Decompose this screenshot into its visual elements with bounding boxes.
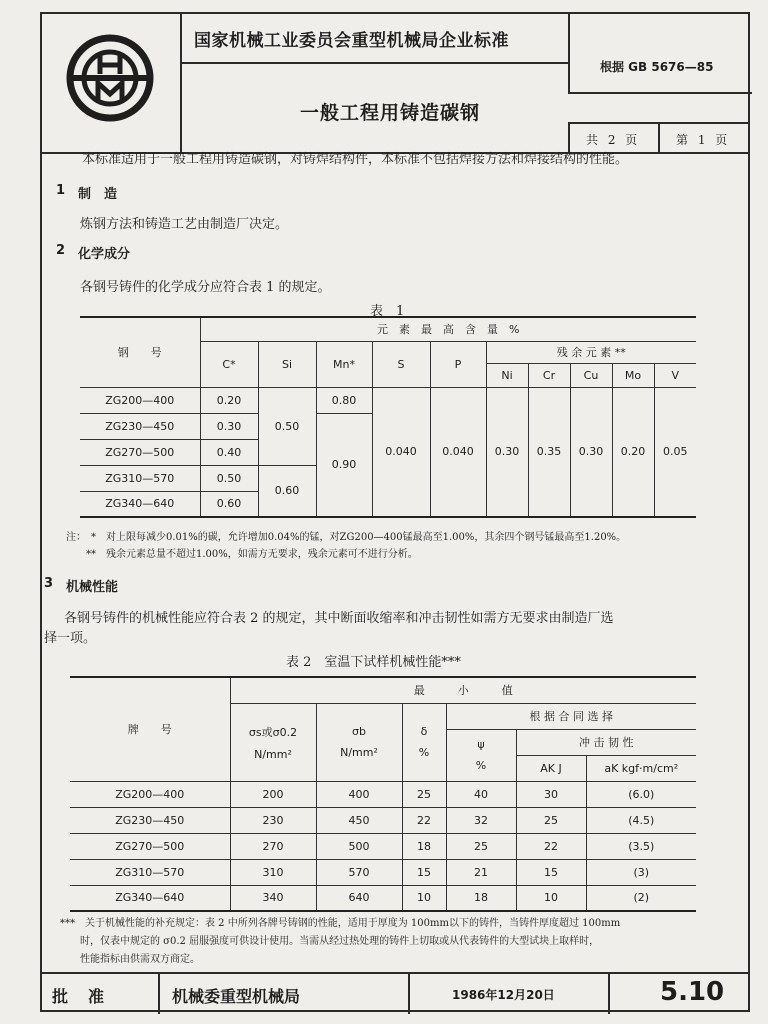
elongation-label: δ bbox=[420, 725, 428, 738]
col-tensile-strength bbox=[316, 703, 402, 781]
logo-cell bbox=[40, 12, 182, 152]
table-row bbox=[70, 859, 696, 885]
col-ni: Ni bbox=[486, 363, 528, 387]
total-pages: 共 2 页 bbox=[586, 133, 641, 147]
si-cell: 0.50 bbox=[258, 387, 316, 465]
v-cell: 0.05 bbox=[654, 387, 696, 517]
col-s: S bbox=[372, 341, 430, 387]
elongation-unit: % bbox=[418, 746, 430, 759]
section-3-title: 机械性能 bbox=[66, 580, 119, 595]
table-1-residual-header: 残 余 元 素 ** bbox=[486, 341, 696, 363]
value-cell: (4.5) bbox=[586, 807, 696, 833]
value-cell: 30 bbox=[516, 781, 586, 807]
col-elongation bbox=[402, 703, 446, 781]
value-cell: (6.0) bbox=[586, 781, 696, 807]
table-2-grade-header: 牌 号 bbox=[70, 677, 230, 781]
table-1-caption: 表 1 bbox=[370, 304, 405, 319]
section-3-text-line-1: 各钢号铸件的机械性能应符合表 2 的规定，其中断面收缩率和冲击韧性如需方无要求由制造厂选 bbox=[64, 611, 614, 626]
date-cell bbox=[410, 974, 610, 1014]
col-cr: Cr bbox=[528, 363, 570, 387]
document-code: 5.10 bbox=[660, 977, 725, 1007]
value-cell: 22 bbox=[516, 833, 586, 859]
grade-cell: ZG270—500 bbox=[80, 439, 200, 465]
section-1-text: 炼钢方法和铸造工艺由制造厂决定。 bbox=[80, 217, 289, 232]
col-yield-strength bbox=[230, 703, 316, 781]
s-cell: 0.040 bbox=[372, 387, 430, 517]
hm-logo-icon bbox=[66, 34, 154, 122]
c-cell: 0.40 bbox=[200, 439, 258, 465]
table-1-note-2: ** 残余元素总量不超过1.00%，如需方无要求，残余元素可不进行分析。 bbox=[66, 549, 418, 560]
table-2-impact-header: 冲 击 韧 性 bbox=[516, 729, 696, 755]
col-akv: AK J bbox=[516, 755, 586, 781]
value-cell: 25 bbox=[516, 807, 586, 833]
value-cell: 18 bbox=[446, 885, 516, 911]
value-cell: 21 bbox=[446, 859, 516, 885]
table-1-chemical-composition bbox=[80, 316, 696, 518]
value-cell: (2) bbox=[586, 885, 696, 911]
value-cell: 25 bbox=[402, 781, 446, 807]
grade-cell: ZG340—640 bbox=[80, 491, 200, 517]
reference-standard: 根据 GB 5676—85 bbox=[600, 60, 714, 74]
value-cell: (3) bbox=[586, 859, 696, 885]
table-row bbox=[80, 387, 696, 413]
table-2-note-line-3: 性能指标由供需双方商定。 bbox=[80, 954, 200, 965]
yield-strength-unit: N/mm² bbox=[254, 747, 292, 761]
col-mn: Mn* bbox=[316, 341, 372, 387]
page-number-cell bbox=[660, 122, 750, 152]
table-2-caption: 表 2 室温下试样机械性能*** bbox=[286, 655, 461, 670]
value-cell: 10 bbox=[516, 885, 586, 911]
approval-date: 1986年12月20日 bbox=[452, 988, 555, 1002]
reference-cell bbox=[568, 12, 752, 94]
mn-cell: 0.90 bbox=[316, 413, 372, 517]
reduction-label: ψ bbox=[477, 738, 485, 751]
value-cell: 500 bbox=[316, 833, 402, 859]
mo-cell: 0.20 bbox=[612, 387, 654, 517]
standard-header bbox=[40, 12, 750, 152]
approval-footer bbox=[40, 972, 750, 1014]
reduction-unit: % bbox=[475, 759, 487, 772]
c-cell: 0.20 bbox=[200, 387, 258, 413]
col-mo: Mo bbox=[612, 363, 654, 387]
p-cell: 0.040 bbox=[430, 387, 486, 517]
grade-cell: ZG230—450 bbox=[80, 413, 200, 439]
table-2-note-line-1: *** 关于机械性能的补充规定：表 2 中所列各牌号铸钢的性能，适用于厚度为 100mm以下的铸件，当铸件厚度超过 100mm bbox=[60, 918, 621, 929]
value-cell: 270 bbox=[230, 833, 316, 859]
section-2-number: 2 bbox=[56, 243, 66, 258]
col-cu: Cu bbox=[570, 363, 612, 387]
table-2-mechanical-properties bbox=[70, 676, 696, 912]
value-cell: 640 bbox=[316, 885, 402, 911]
value-cell: 22 bbox=[402, 807, 446, 833]
section-3-number: 3 bbox=[44, 576, 54, 591]
c-cell: 0.60 bbox=[200, 491, 258, 517]
approver-name: 机械委重型机械局 bbox=[172, 987, 301, 1006]
value-cell: (3.5) bbox=[586, 833, 696, 859]
intro-text: 本标准适用于一般工程用铸造碳钢，对铸焊结构件，本标准不包括焊接方法和焊接结构的性能。 bbox=[82, 152, 629, 167]
table-2-note-line-2: 时，仅表中规定的 σ0.2 屈服强度可供设计使用。当需从经过热处理的铸件上切取或从代表铸件的大型试块上取样时， bbox=[80, 936, 600, 947]
value-cell: 230 bbox=[230, 807, 316, 833]
grade-cell: ZG200—400 bbox=[70, 781, 230, 807]
c-cell: 0.30 bbox=[200, 413, 258, 439]
col-si: Si bbox=[258, 341, 316, 387]
ni-cell: 0.30 bbox=[486, 387, 528, 517]
value-cell: 15 bbox=[516, 859, 586, 885]
table-row bbox=[70, 807, 696, 833]
grade-cell: ZG270—500 bbox=[70, 833, 230, 859]
section-1-number: 1 bbox=[56, 183, 66, 198]
title-cell bbox=[180, 62, 568, 152]
cr-cell: 0.35 bbox=[528, 387, 570, 517]
value-cell: 310 bbox=[230, 859, 316, 885]
table-1-max-content-header: 元 素 最 高 含 量 % bbox=[200, 317, 696, 341]
col-v: V bbox=[654, 363, 696, 387]
col-p: P bbox=[430, 341, 486, 387]
value-cell: 32 bbox=[446, 807, 516, 833]
value-cell: 15 bbox=[402, 859, 446, 885]
col-reduction-of-area bbox=[446, 729, 516, 781]
org-name: 国家机械工业委员会重型机械局企业标准 bbox=[194, 31, 509, 51]
grade-cell: ZG230—450 bbox=[70, 807, 230, 833]
approve-cell bbox=[40, 974, 160, 1014]
grade-cell: ZG200—400 bbox=[80, 387, 200, 413]
grade-cell: ZG310—570 bbox=[80, 465, 200, 491]
table-row bbox=[70, 781, 696, 807]
table-row bbox=[70, 833, 696, 859]
value-cell: 450 bbox=[316, 807, 402, 833]
value-cell: 200 bbox=[230, 781, 316, 807]
grade-cell: ZG340—640 bbox=[70, 885, 230, 911]
table-2-min-value-header: 最 小 值 bbox=[230, 677, 696, 703]
value-cell: 18 bbox=[402, 833, 446, 859]
col-c: C* bbox=[200, 341, 258, 387]
tensile-strength-label: σb bbox=[352, 725, 366, 738]
section-2-text: 各钢号铸件的化学成分应符合表 1 的规定。 bbox=[80, 280, 331, 295]
approve-label: 批 准 bbox=[52, 987, 107, 1006]
mn-cell: 0.80 bbox=[316, 387, 372, 413]
grade-cell: ZG310—570 bbox=[70, 859, 230, 885]
section-2-title: 化学成分 bbox=[78, 247, 131, 262]
yield-strength-label: σs或σ0.2 bbox=[248, 725, 298, 739]
code-cell bbox=[610, 974, 750, 1014]
approver-cell bbox=[160, 974, 410, 1014]
c-cell: 0.50 bbox=[200, 465, 258, 491]
value-cell: 10 bbox=[402, 885, 446, 911]
si-cell: 0.60 bbox=[258, 465, 316, 517]
tensile-strength-unit: N/mm² bbox=[340, 746, 378, 759]
cu-cell: 0.30 bbox=[570, 387, 612, 517]
org-cell bbox=[180, 12, 568, 64]
table-row bbox=[70, 885, 696, 911]
section-3-text-line-2: 择一项。 bbox=[44, 631, 97, 646]
value-cell: 400 bbox=[316, 781, 402, 807]
table-1-note-1: 注： * 对上限每减少0.01%的碳，允许增加0.04%的锰，对ZG200—400锰最高至1.00%，其余四个钢号锰最高至1.20%。 bbox=[66, 532, 627, 543]
page-number: 第 1 页 bbox=[676, 133, 731, 147]
section-1-title: 制 造 bbox=[78, 187, 118, 202]
value-cell: 570 bbox=[316, 859, 402, 885]
value-cell: 25 bbox=[446, 833, 516, 859]
document-title: 一般工程用铸造碳钢 bbox=[300, 102, 481, 124]
table-2-contract-header: 根 据 合 同 选 择 bbox=[446, 703, 696, 729]
table-1-grade-header: 钢 号 bbox=[80, 317, 200, 387]
col-ak: aK kgf·m/cm² bbox=[586, 755, 696, 781]
value-cell: 340 bbox=[230, 885, 316, 911]
value-cell: 40 bbox=[446, 781, 516, 807]
